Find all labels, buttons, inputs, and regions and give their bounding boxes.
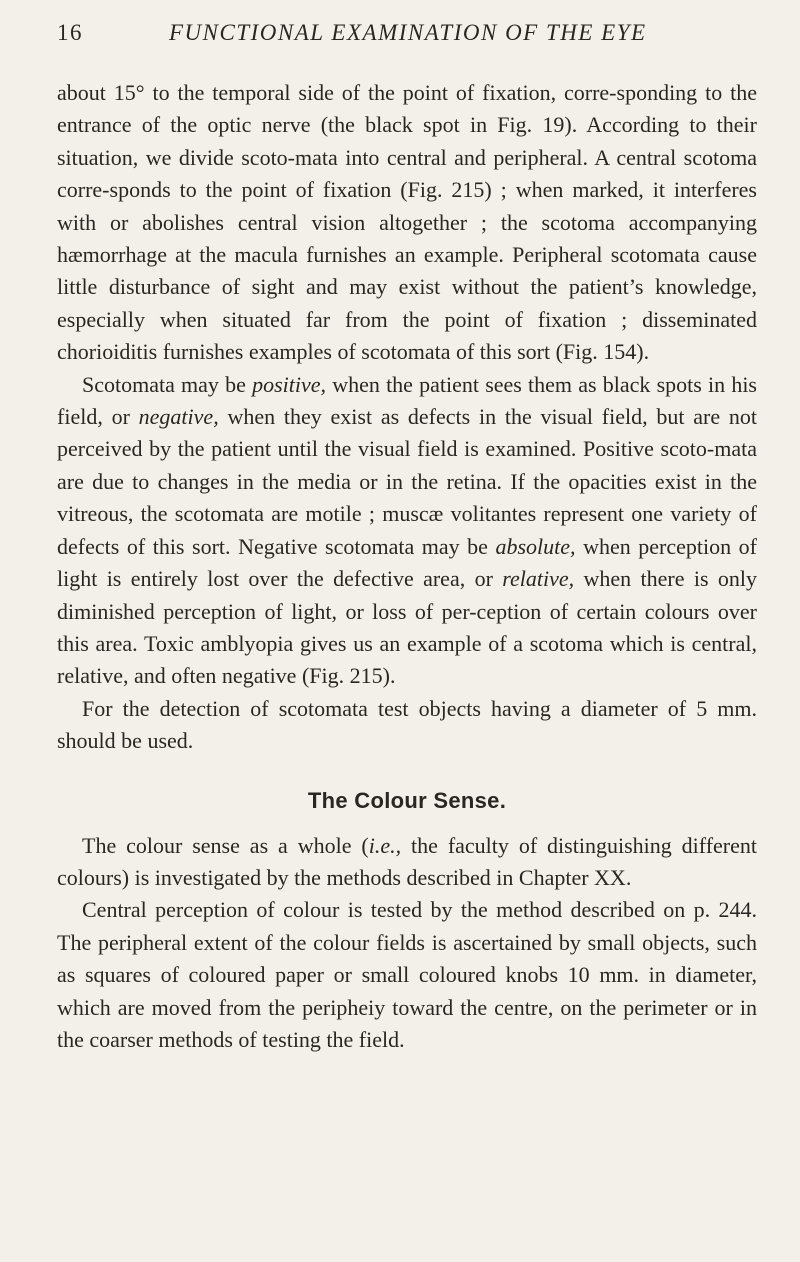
- term-ie: i.e.,: [368, 832, 402, 858]
- body-text: [57, 77, 757, 1056]
- text-run: The colour sense as a whole (: [82, 832, 369, 858]
- text-run: For the detection of scotomata test objects having a diameter of 5 mm. should be used.: [57, 695, 757, 754]
- paragraph-scotoma-location: [57, 77, 757, 369]
- running-head: [57, 20, 757, 60]
- section-heading: The Colour Sense.: [307, 787, 507, 813]
- paragraph-colour-sense: [57, 830, 757, 895]
- page-number: 16: [57, 20, 83, 45]
- term-relative: relative,: [502, 566, 575, 592]
- term-absolute: absolute,: [495, 533, 576, 559]
- text-run: Central perception of colour is tested by the method described on p. 244. The peripheral extent of the colour fields is ascertained by small objects, such as squares of coloured paper or small coloured knobs 10 mm. in diameter, which are moved from the peripheiy toward the centre, on the perimeter or in the coarser methods of testing the field.: [57, 897, 757, 1052]
- term-negative: negative,: [138, 404, 219, 430]
- term-positive: positive,: [252, 371, 327, 397]
- text-run: when perception of light is entirely lost over the defective area, or: [57, 533, 757, 592]
- paragraph-scotoma-detection: [57, 693, 757, 758]
- paragraph-colour-perception: [57, 894, 757, 1056]
- paragraph-scotoma-types: [57, 369, 757, 693]
- text-run: the faculty of distinguishing different colours) is investigated by the methods described in Chapter XX.: [57, 832, 757, 890]
- text-run: when they exist as defects in the visual field, but are not perceived by the patient until the visual field is examined. Positive scoto-mata are due to changes in the media or in the retina. If the opacities exist in the vitreous, the scotomata are motile ; muscæ volitantes represent one variety of defects of this sort. Negative scotomata may be: [57, 404, 757, 559]
- text-run: about 15° to the temporal side of the point of fixation, corre-sponding to the entrance of the optic nerve (the black spot in Fig. 19). According to their situation, we divide scoto-mata into central and peripheral. A central scotoma corre-sponds to the point of fixation (Fig. 215) ; when marked, it interferes with or abolishes central vision altogether ; the scotoma accompanying hæmorrhage at the macula furnishes an example. Peripheral scotomata cause little disturbance of sight and may exist without the patient’s knowledge, especially when situated far from the point of fixation ; disseminated chorioiditis furnishes examples of scotomata of this sort (Fig. 154).: [57, 80, 757, 365]
- text-run: Scotomata may be: [82, 371, 253, 397]
- running-title: FUNCTIONAL EXAMINATION OF THE EYE: [169, 20, 647, 45]
- text-run: when the patient sees them as black spots in his field, or: [57, 371, 757, 430]
- text-run: when there is only diminished perception of light, or loss of per-ception of certain colours over this area. Toxic amblyopia gives us an example of a scotoma which is central, relative, and often negative (Fig. 215).: [57, 566, 758, 689]
